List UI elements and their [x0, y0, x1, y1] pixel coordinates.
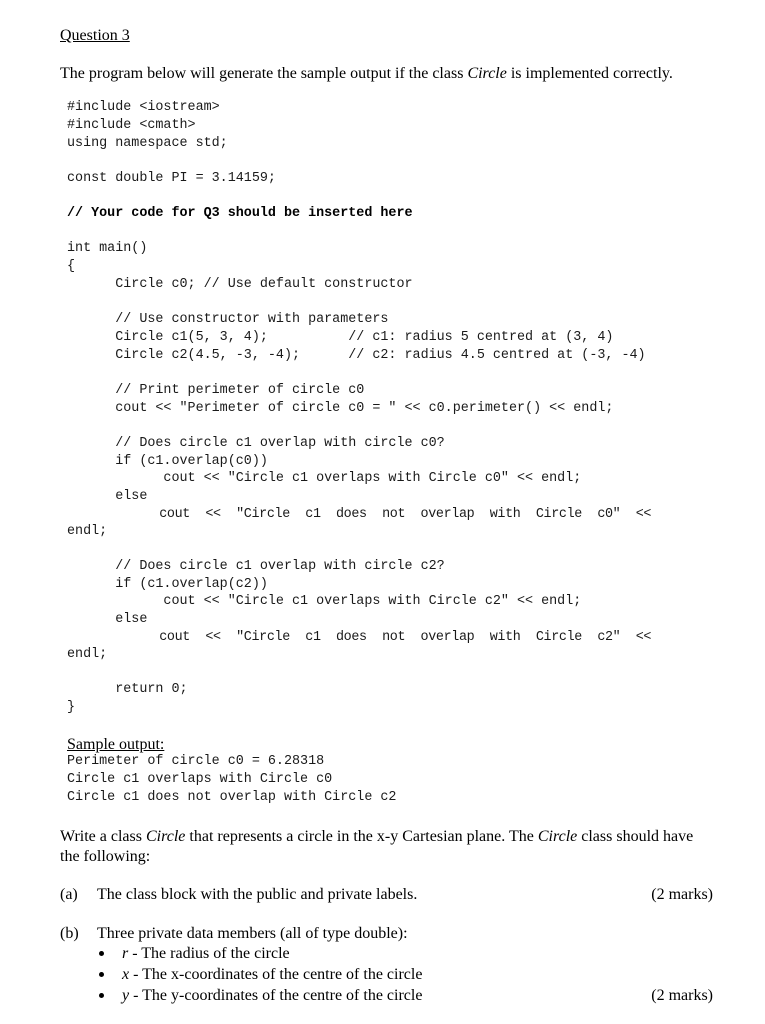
sample-output-line: Circle c1 does not overlap with Circle c2	[67, 790, 397, 805]
code-line: else	[67, 612, 148, 627]
var-desc: - The radius of the circle	[128, 945, 290, 962]
code-line: cout << "Perimeter of circle c0 = " << c0.perimeter() << endl;	[67, 401, 614, 416]
code-comment-insert-here: // Your code for Q3 should be inserted here	[67, 206, 413, 221]
intro-class-name: Circle	[467, 65, 507, 82]
sample-output-heading: Sample output:	[67, 736, 165, 753]
intro-suffix: is implemented correctly.	[506, 65, 673, 82]
var-name: x	[122, 966, 130, 983]
task-line-1	[60, 827, 693, 847]
code-line: int main()	[67, 241, 148, 256]
task-class-name-2: Circle	[537, 828, 578, 845]
part-b-marks: (2 marks)	[651, 987, 713, 1004]
code-line: // Print perimeter of circle c0	[67, 383, 365, 398]
part-b-bullet-r	[122, 944, 290, 964]
var-desc: - The x-coordinates of the centre of the circle	[129, 966, 423, 983]
bullet-icon	[99, 972, 104, 977]
code-line: endl;	[67, 524, 108, 539]
task-line-2: the following:	[60, 848, 151, 865]
part-b-text: Three private data members (all of type double):	[97, 925, 408, 942]
var-desc: - The y-coordinates of the centre of the circle	[129, 987, 423, 1004]
task-prefix: Write a class	[60, 828, 146, 845]
part-b-bullet-y	[122, 986, 422, 1006]
code-line: cout << "Circle c1 overlaps with Circle c0" << endl;	[67, 471, 582, 486]
bullet-icon	[99, 993, 104, 998]
code-line: }	[67, 700, 76, 715]
part-a-label: (a)	[60, 886, 78, 903]
part-a-text: The class block with the public and private labels.	[97, 886, 418, 903]
code-line: const double PI = 3.14159;	[67, 171, 276, 186]
part-b-label: (b)	[60, 925, 79, 942]
part-a-marks: (2 marks)	[651, 886, 713, 903]
code-line: Circle c0; // Use default constructor	[67, 277, 413, 292]
code-line: if (c1.overlap(c0))	[67, 454, 268, 469]
code-line: // Use constructor with parameters	[67, 312, 389, 327]
code-line: // Does circle c1 overlap with circle c2?	[67, 559, 445, 574]
code-line: #include <iostream>	[67, 100, 220, 115]
task-middle: that represents a circle in the x-y Cartesian plane. The	[185, 828, 538, 845]
task-suffix: class should have	[577, 828, 694, 845]
intro-prefix: The program below will generate the sample output if the class	[60, 65, 468, 82]
code-line: if (c1.overlap(c2))	[67, 577, 268, 592]
code-line: {	[67, 259, 76, 274]
var-name: r	[122, 945, 129, 962]
var-name: y	[122, 987, 130, 1004]
sample-output-line: Circle c1 overlaps with Circle c0	[67, 772, 333, 787]
part-b-bullet-x	[122, 965, 422, 985]
code-line: #include <cmath>	[67, 118, 196, 133]
code-line: cout << "Circle c1 overlaps with Circle c2" << endl;	[67, 594, 582, 609]
code-line: Circle c1(5, 3, 4); // c1: radius 5 centred at (3, 4)	[67, 330, 614, 345]
code-line: Circle c2(4.5, -3, -4); // c2: radius 4.5 centred at (-3, -4)	[67, 348, 646, 363]
code-line: // Does circle c1 overlap with circle c0?	[67, 436, 445, 451]
code-line: else	[67, 489, 148, 504]
sample-output-line: Perimeter of circle c0 = 6.28318	[67, 754, 325, 769]
code-line: cout << "Circle c1 does not overlap with Circle c2" <<	[67, 630, 652, 645]
intro-text	[60, 64, 673, 84]
task-class-name: Circle	[145, 828, 186, 845]
code-line: using namespace std;	[67, 136, 228, 151]
bullet-icon	[99, 951, 104, 956]
code-line: return 0;	[67, 682, 188, 697]
code-line: endl;	[67, 647, 108, 662]
question-title: Question 3	[60, 27, 130, 44]
code-line: cout << "Circle c1 does not overlap with Circle c0" <<	[67, 507, 652, 522]
